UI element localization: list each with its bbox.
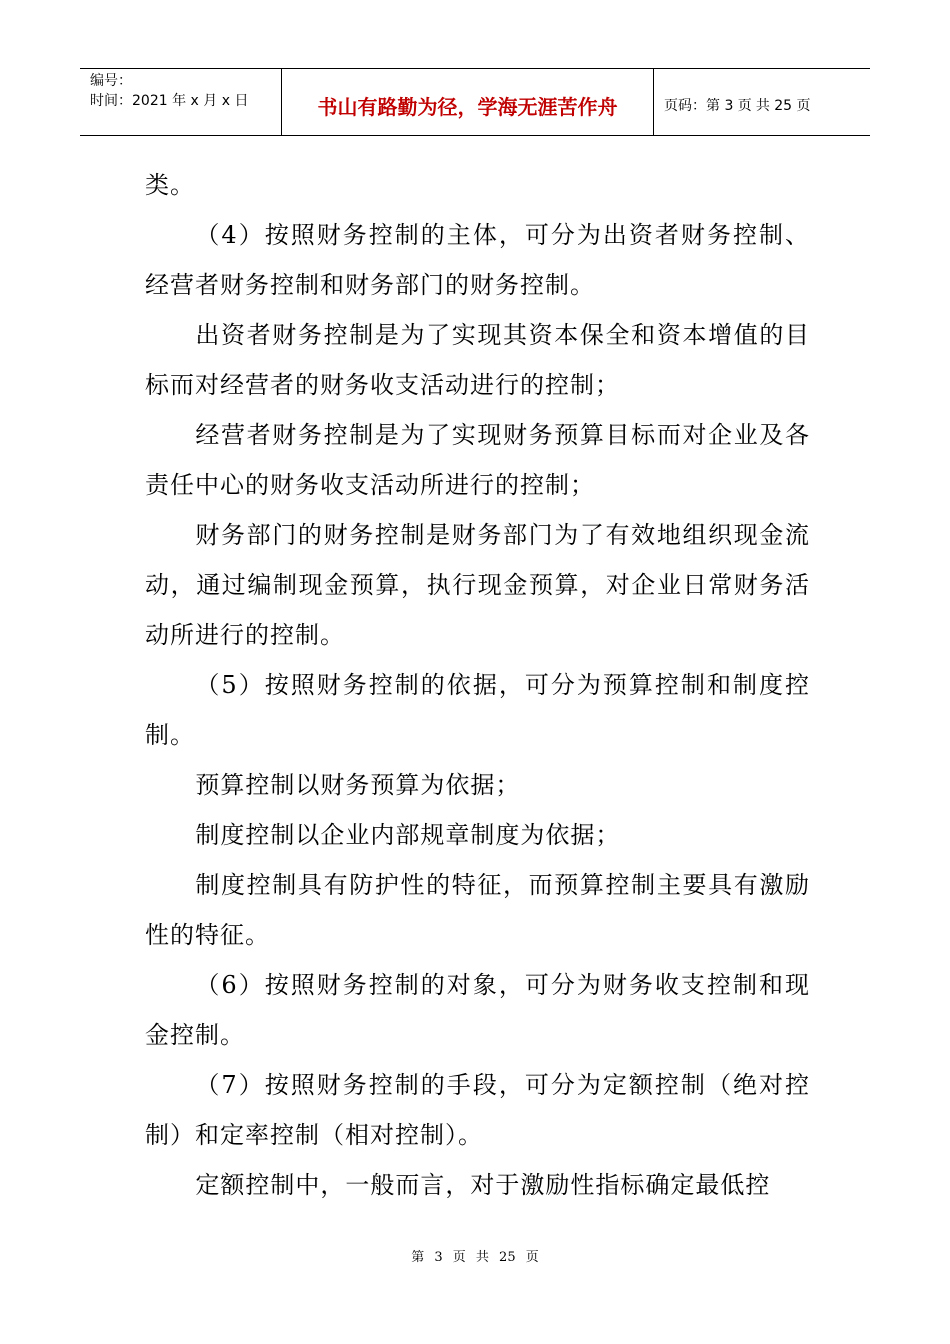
page-header <box>80 68 870 136</box>
header-page-total: 共 25 页 <box>755 98 811 114</box>
header-page-number: 页码：第 3 页 <box>664 98 752 114</box>
document-date-label: 时间：2021 年 x 月 x 日 <box>90 93 249 109</box>
document-body <box>145 160 810 1210</box>
paragraph: 预算控制以财务预算为依据； <box>195 771 521 799</box>
paragraph: （6）按照财务控制的对象，可分为财务收支控制和现金控制。 <box>145 971 810 1049</box>
header-motto-cell <box>282 69 654 135</box>
paragraph: 类。 <box>145 171 195 199</box>
header-meta-cell <box>80 69 282 135</box>
paragraph: （7）按照财务控制的手段，可分为定额控制（绝对控制）和定率控制（相对控制）。 <box>145 1071 810 1149</box>
header-motto: 书山有路勤为径，学海无涯苦作舟 <box>317 94 618 119</box>
paragraph: 定额控制中，一般而言，对于激励性指标确定最低控 <box>195 1171 771 1199</box>
paragraph: 财务部门的财务控制是财务部门为了有效地组织现金流动，通过编制现金预算，执行现金预算，对企业日常财务活动所进行的控制。 <box>145 521 810 649</box>
document-number-label: 编号： <box>90 73 132 89</box>
footer-page-number: 第 3 页 共 25 页 <box>411 1250 539 1265</box>
paragraph: 经营者财务控制是为了实现财务预算目标而对企业及各责任中心的财务收支活动所进行的控制； <box>145 421 810 499</box>
header-page-cell <box>654 69 870 135</box>
paragraph: （4）按照财务控制的主体，可分为出资者财务控制、经营者财务控制和财务部门的财务控制。 <box>145 221 810 299</box>
paragraph: 制度控制具有防护性的特征，而预算控制主要具有激励性的特征。 <box>145 871 810 949</box>
paragraph: 出资者财务控制是为了实现其资本保全和资本增值的目标而对经营者的财务收支活动进行的控制； <box>145 321 810 399</box>
page-footer <box>0 1246 950 1265</box>
paragraph: 制度控制以企业内部规章制度为依据； <box>195 821 621 849</box>
paragraph: （5）按照财务控制的依据，可分为预算控制和制度控制。 <box>145 671 810 749</box>
